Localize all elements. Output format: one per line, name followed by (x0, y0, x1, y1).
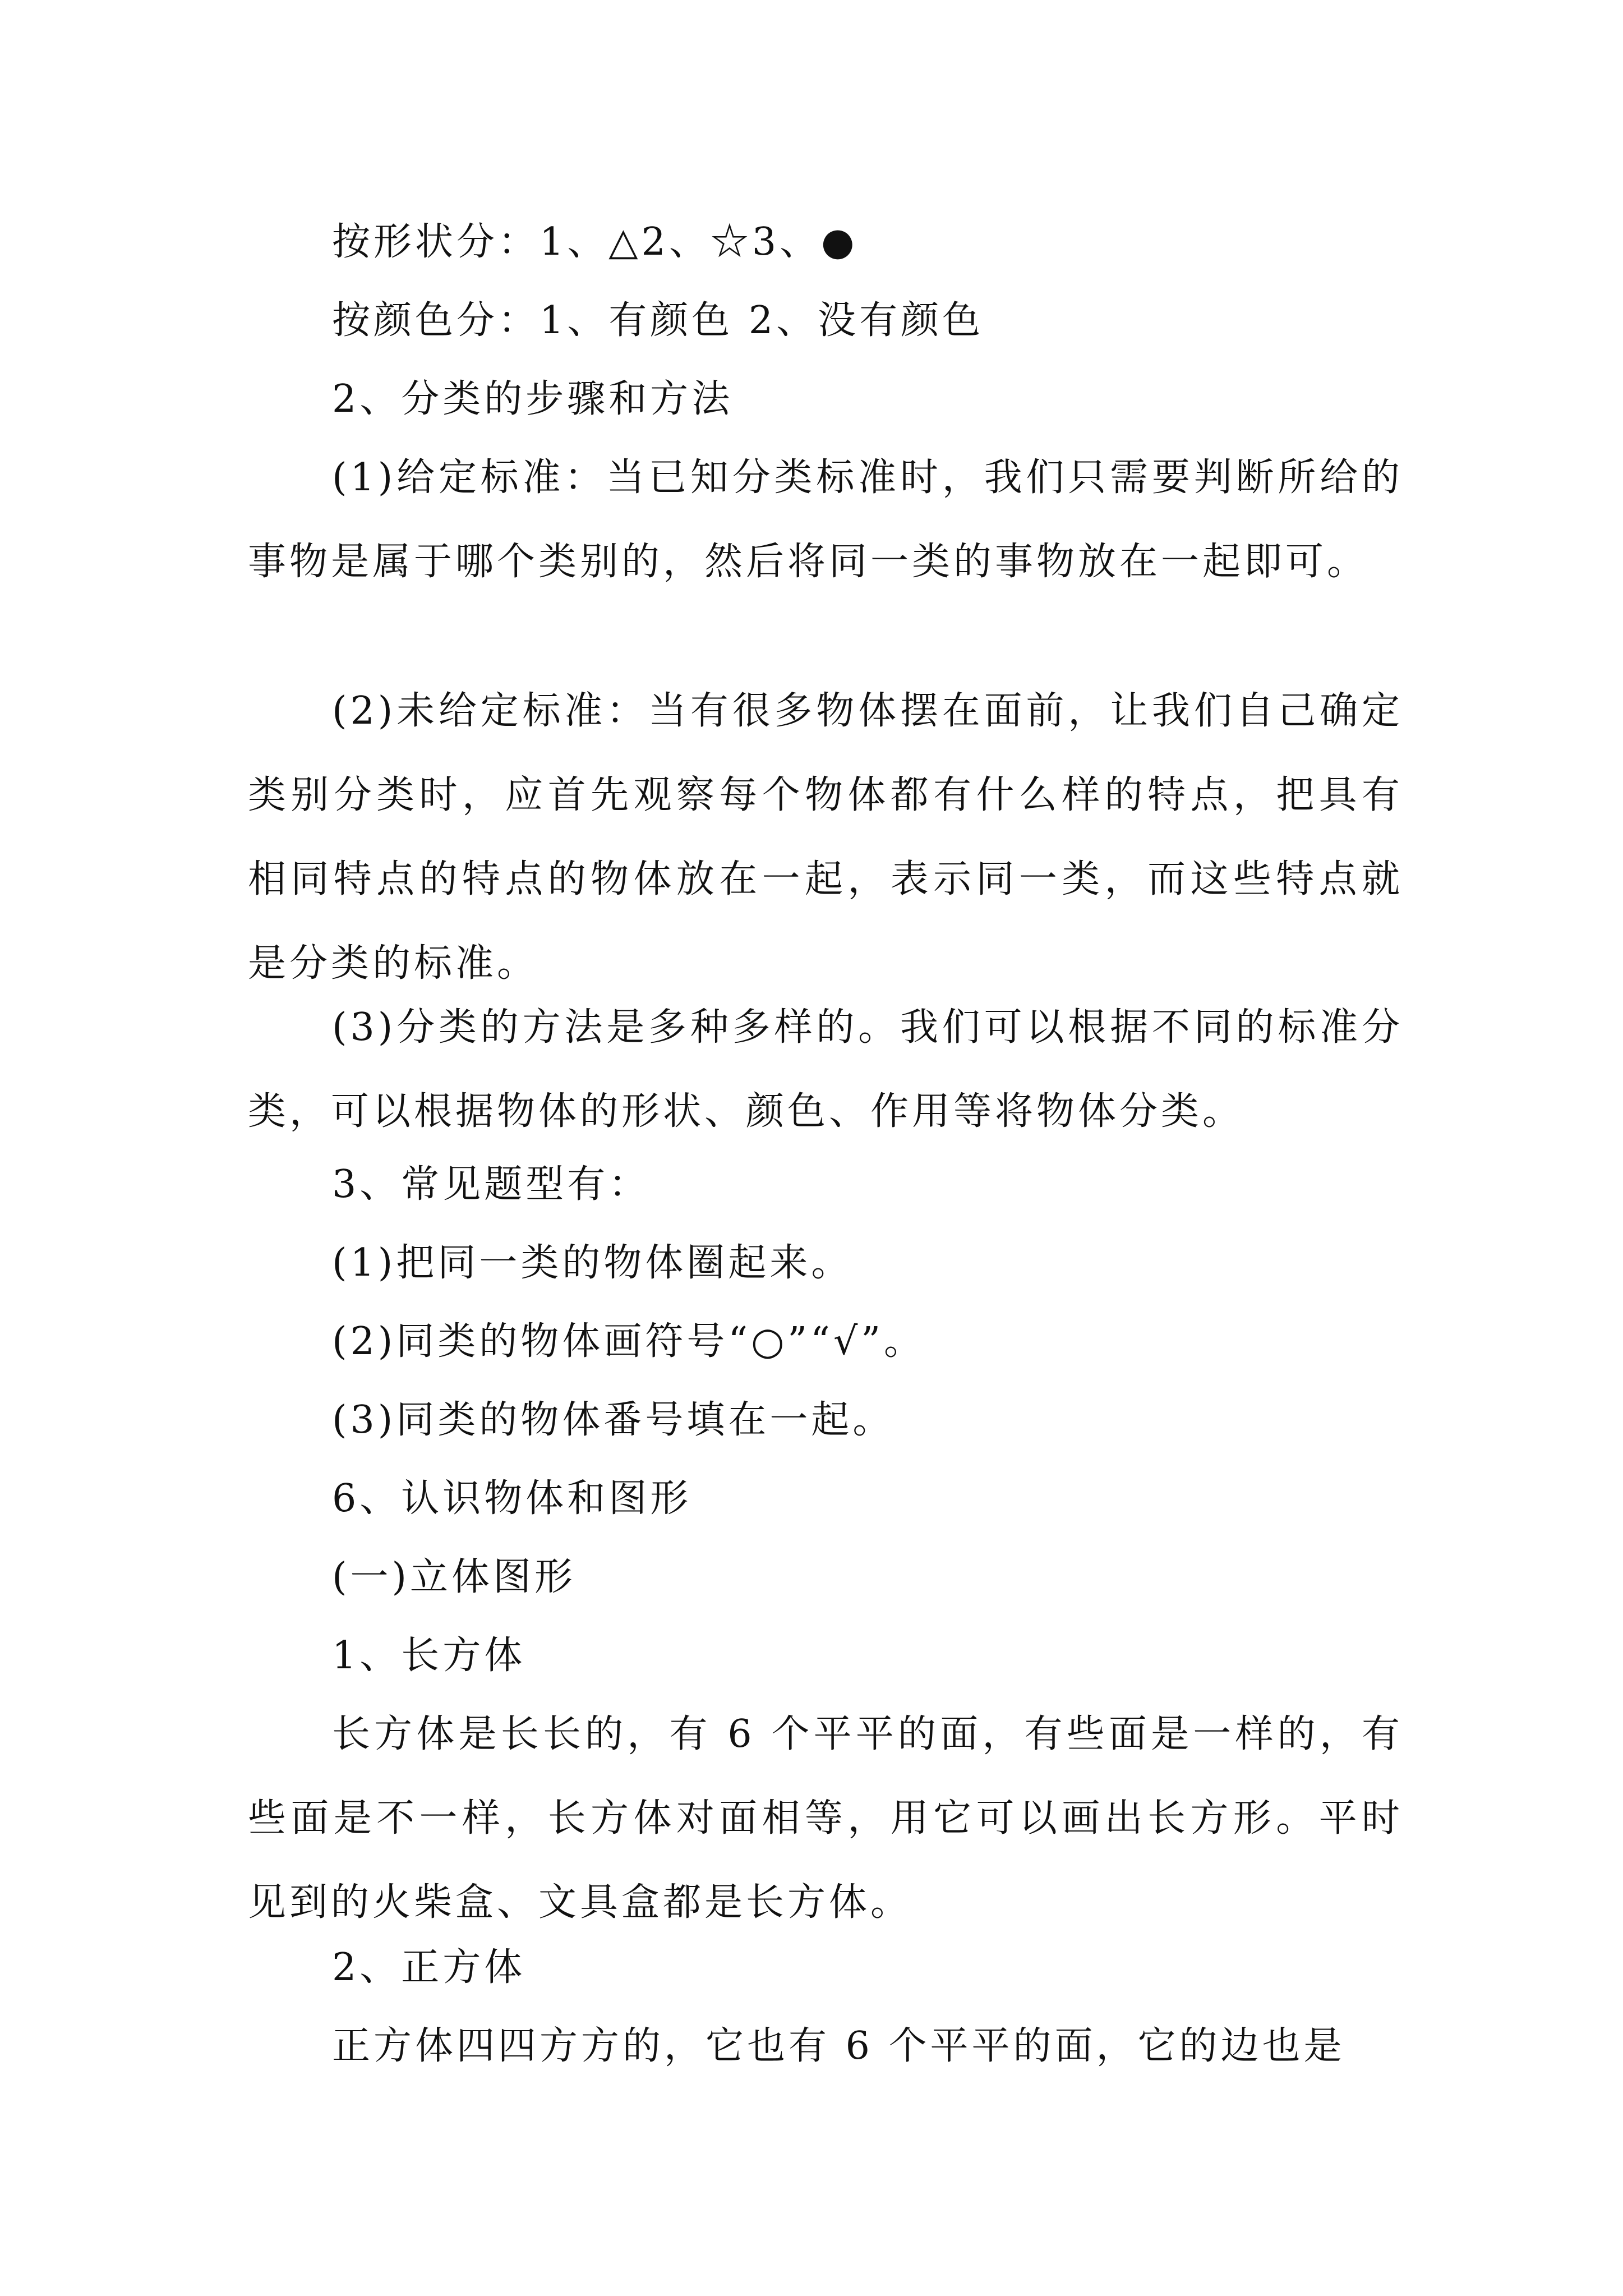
method-2-paragraph: (2)未给定标准：当有很多物体摆在面前，让我们自己确定类别分类时，应首先观察每个物体都有什么样的特点，把具有相同特点的特点的物体放在一起，表示同一类，而这些特点就是分类的标准。 (248, 689, 1403, 986)
cube-description-paragraph: 正方体四四方方的，它也有 6 个平平的面，它的边也是 (332, 2024, 1345, 2068)
method-1-paragraph: (1)给定标准：当已知分类标准时，我们只需要判断所给的事物是属于哪个类别的，然后将同一类的事物放在一起即可。 (248, 455, 1403, 584)
chapter-6-heading: 6、认识物体和图形 (332, 1476, 692, 1521)
section-2-heading: 2、分类的步骤和方法 (332, 377, 734, 421)
shape-classification-line: 按形状分：1、△2、☆3、● (332, 220, 858, 264)
cuboid-heading: 1、长方体 (332, 1634, 526, 1678)
cube-heading: 2、正方体 (332, 1945, 526, 1990)
color-classification-line: 按颜色分：1、有颜色 2、没有颜色 (332, 298, 984, 343)
section-3-heading: 3、常见题型有： (332, 1162, 651, 1207)
question-type-3-line: (3)同类的物体番号填在一起。 (332, 1398, 895, 1442)
question-type-2-line: (2)同类的物体画符号“○”“√”。 (332, 1319, 926, 1364)
question-type-1-line: (1)把同一类的物体圈起来。 (332, 1241, 853, 1285)
cuboid-description-paragraph: 长方体是长长的，有 6 个平平的面，有些面是一样的，有些面是不一样，长方体对面相等，用它可以画出长方形。平时见到的火柴盒、文具盒都是长方体。 (248, 1712, 1403, 1925)
method-3-paragraph: (3)分类的方法是多种多样的。我们可以根据不同的标准分类，可以根据物体的形状、颜色、作用等将物体分类。 (248, 1005, 1403, 1134)
part-1-heading: (一)立体图形 (332, 1555, 577, 1599)
